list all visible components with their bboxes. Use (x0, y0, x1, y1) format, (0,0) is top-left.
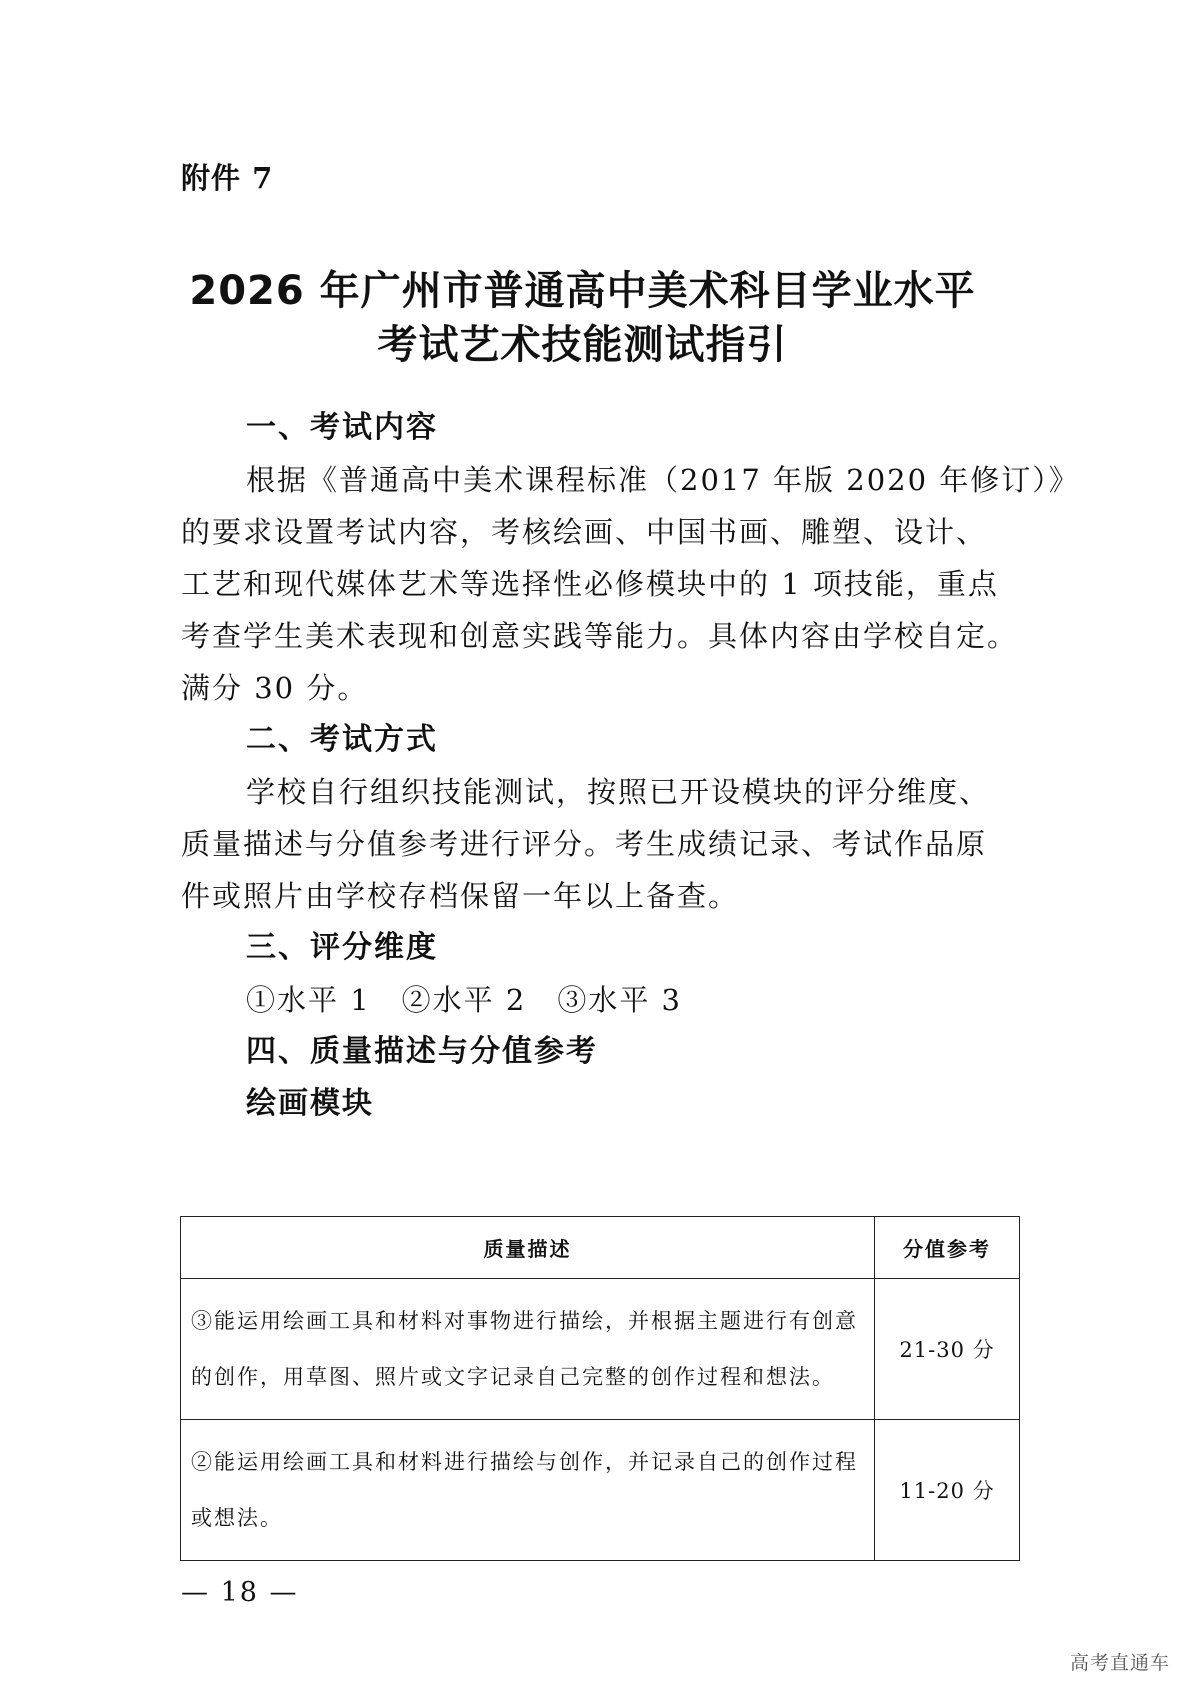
paragraph-line: 考查学生美术表现和创意实践等能力。具体内容由学校自定。 (181, 619, 1019, 653)
row-description: ③能运用绘画工具和材料对事物进行描绘，并根据主题进行有创意的创作，用草图、照片或文字记录自己完整的创作过程和想法。 (181, 1279, 875, 1420)
row-score: 11-20 分 (875, 1420, 1020, 1561)
table-row (181, 1420, 1020, 1561)
watermark: 高考直通车 (1069, 1652, 1170, 1674)
attachment-label: 附件 7 (181, 161, 274, 195)
section-heading-dimensions: 三、评分维度 (246, 930, 438, 965)
paragraph-line: 学校自行组织技能测试，按照已开设模块的评分维度、 (246, 775, 991, 809)
table-row (181, 1279, 1020, 1420)
document-title-line-2: 考试艺术技能测试指引 (377, 322, 788, 368)
header-score: 分值参考 (875, 1217, 1020, 1279)
header-description: 质量描述 (181, 1217, 875, 1279)
page-number: — 18 — (181, 1577, 299, 1608)
document-title-line-1: 2026 年广州市普通高中美术科目学业水平 (189, 268, 976, 314)
section-heading-method: 二、考试方式 (246, 722, 438, 757)
levels-line: ①水平 1 ②水平 2 ③水平 3 (246, 983, 683, 1017)
paragraph-line: 的要求设置考试内容，考核绘画、中国书画、雕塑、设计、 (181, 515, 988, 549)
paragraph-line: 根据《普通高中美术课程标准（2017 年版 2020 年修订）》 (246, 463, 1080, 497)
section-heading-quality: 四、质量描述与分值参考 (246, 1034, 598, 1069)
paragraph-line: 工艺和现代媒体艺术等选择性必修模块中的 1 项技能，重点 (181, 567, 999, 601)
row-description: ②能运用绘画工具和材料进行描绘与创作，并记录自己的创作过程或想法。 (181, 1420, 875, 1561)
module-heading: 绘画模块 (246, 1086, 374, 1121)
scoring-table (180, 1216, 1020, 1561)
paragraph-line: 满分 30 分。 (181, 671, 369, 705)
paragraph-line: 质量描述与分值参考进行评分。考生成绩记录、考试作品原 (181, 827, 988, 861)
section-heading-content: 一、考试内容 (246, 410, 438, 445)
row-score: 21-30 分 (875, 1279, 1020, 1420)
paragraph-line: 件或照片由学校存档保留一年以上备查。 (181, 879, 740, 913)
table-header-row (181, 1217, 1020, 1279)
